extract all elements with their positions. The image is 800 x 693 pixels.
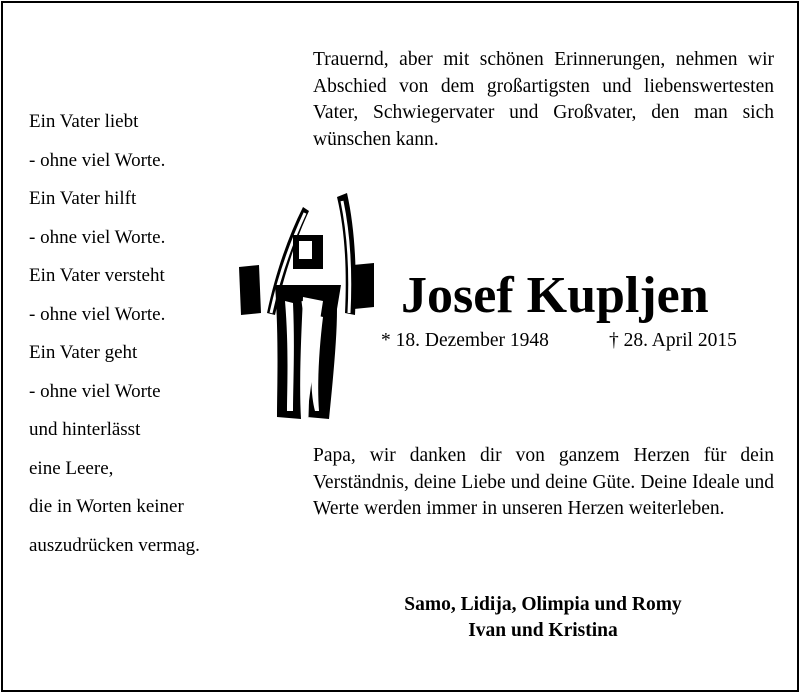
poem-line: - ohne viel Worte. [29, 303, 166, 325]
poem-line: Ein Vater geht [29, 342, 138, 363]
poem-line: Ein Vater liebt [29, 111, 139, 132]
poem [29, 109, 269, 571]
poem-line: und hinterlässt [29, 419, 141, 440]
intro-text: Trauernd, aber mit schönen Erinnerungen, nehmen wir Abschied von dem großartigsten und liebenswertesten Vater, Schwiegervater und Großvater, den man sich wünschen kann. [313, 49, 774, 150]
poem-line: die in Worten keiner [29, 496, 184, 517]
obituary-notice [1, 1, 799, 692]
poem-line: auszudrücken vermag. [29, 534, 200, 556]
signers [343, 592, 743, 644]
poem-line: eine Leere, [29, 457, 114, 479]
poem-line: - ohne viel Worte. [29, 149, 166, 171]
poem-line: Ein Vater hilft [29, 188, 137, 209]
poem-line: - ohne viel Worte [29, 380, 161, 402]
thanks-text: Papa, wir danken dir von ganzem Herzen für dein Verständnis, deine Liebe und deine Güte. Deine Ideale und Werte werden immer in unseren Herzen weiterleben. [313, 445, 774, 519]
birth-date: * 18. Dezember 1948 [381, 330, 549, 351]
signers-line: Samo, Lidija, Olimpia und Romy [404, 594, 682, 615]
poem-line: - ohne viel Worte. [29, 226, 166, 248]
signers-line: Ivan und Kristina [468, 620, 618, 641]
death-date: † 28. April 2015 [609, 330, 737, 351]
cross-figure-icon [237, 189, 377, 426]
deceased-name: Josef Kupljen [401, 267, 709, 324]
poem-line: Ein Vater versteht [29, 265, 165, 286]
